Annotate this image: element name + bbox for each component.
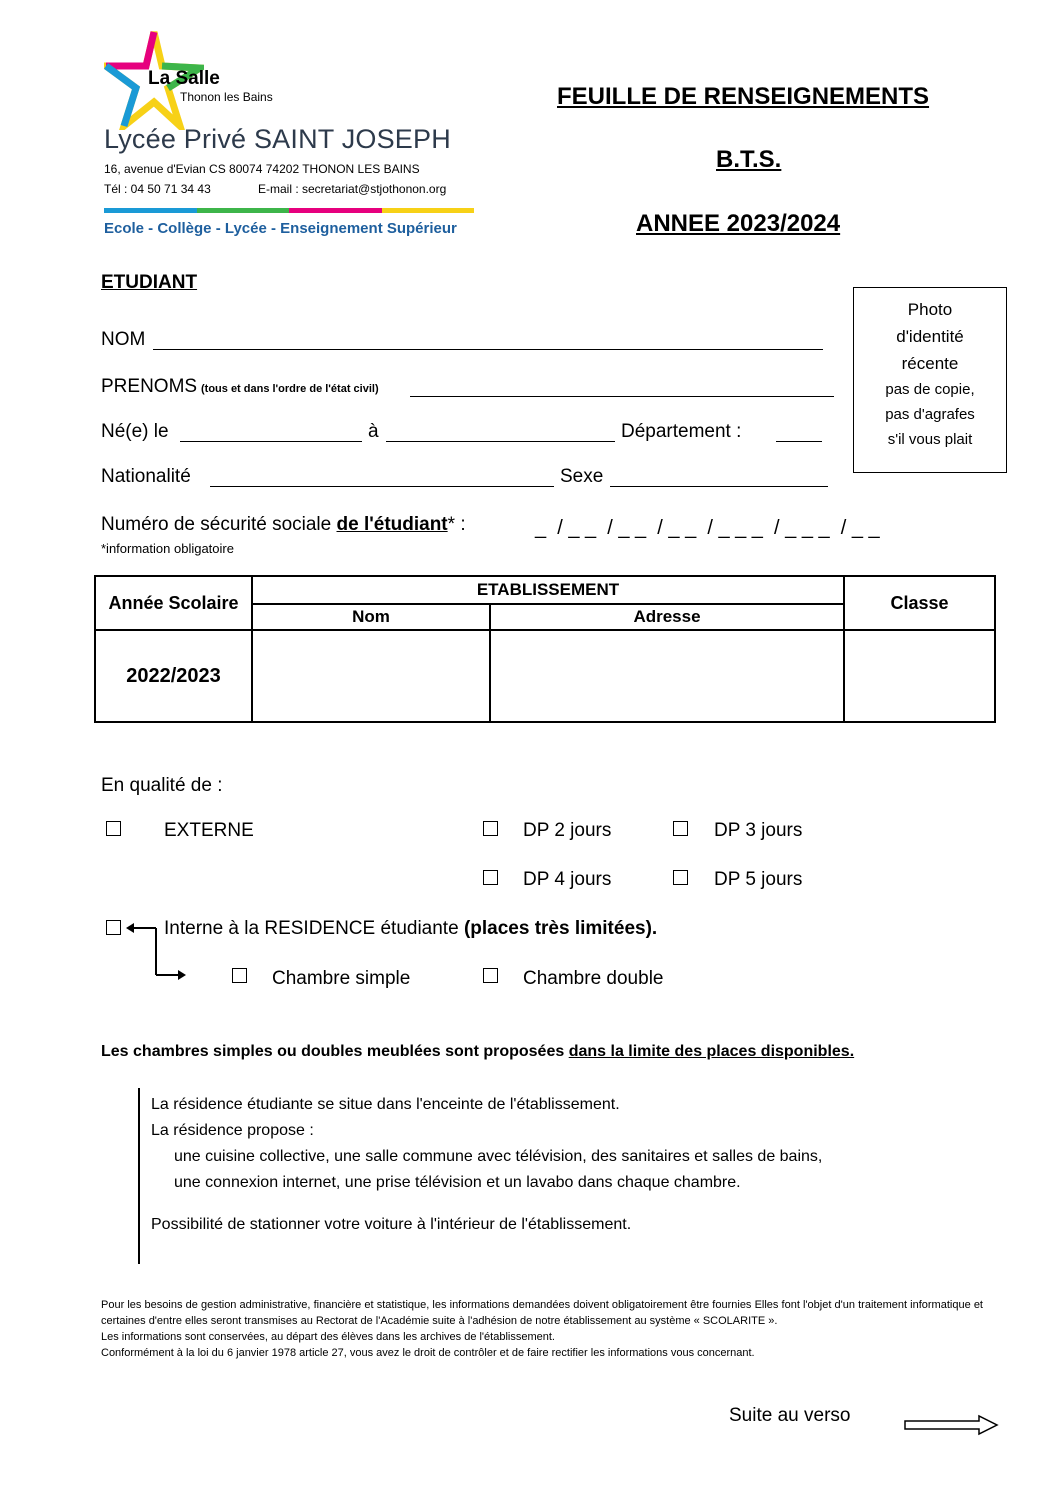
- interne-text: Interne à la RESIDENCE étudiante: [164, 918, 464, 939]
- secu-suffix: * :: [447, 514, 466, 535]
- chambres-notice: [101, 1043, 854, 1061]
- nationalite-field[interactable]: [210, 486, 554, 487]
- dp4-label: DP 4 jours: [523, 869, 612, 890]
- departement-label: Département :: [621, 421, 742, 442]
- prenoms-label: PRENOMS: [101, 376, 198, 397]
- nom-label: NOM: [101, 329, 146, 350]
- row-year: 2022/2023: [95, 630, 252, 722]
- birthdate-label: Né(e) le: [101, 421, 169, 442]
- page-subtitle: B.T.S.: [716, 146, 782, 173]
- departement-field[interactable]: [776, 441, 822, 442]
- photo-line: pas d'agrafes: [885, 406, 975, 423]
- page-year: ANNEE 2023/2024: [636, 210, 841, 237]
- brand-name: La Salle: [148, 68, 220, 89]
- dp4-checkbox[interactable]: [483, 870, 498, 885]
- dp3-checkbox[interactable]: [673, 821, 688, 836]
- legal-paragraph: Les informations sont conservées, au départ des élèves dans les archives de l'établissement.: [101, 1331, 555, 1343]
- row-nom-cell[interactable]: [252, 630, 490, 722]
- school-phone: Tél : 04 50 71 34 43: [104, 182, 211, 196]
- legal-footer: [101, 1297, 983, 1361]
- suite-verso: Suite au verso: [729, 1405, 851, 1426]
- school-name: Lycée Privé SAINT JOSEPH: [104, 124, 451, 154]
- brand-city: Thonon les Bains: [180, 90, 273, 104]
- residence-line: une connexion internet, une prise télévision et un lavabo dans chaque chambre.: [174, 1174, 741, 1191]
- chambre-double-checkbox[interactable]: [483, 968, 498, 983]
- notice-underlined: dans la limite des places disponibles.: [568, 1043, 855, 1060]
- secu-field[interactable]: _ / _ _ / _ _ / _ _ / _ _ _ / _ _ _ / _ _: [535, 517, 880, 539]
- obligatoire-note: *information obligatoire: [101, 541, 234, 556]
- qualite-label: En qualité de :: [101, 775, 223, 796]
- birthplace-label: à: [368, 421, 379, 442]
- nom-header: Nom: [252, 604, 490, 630]
- secu-prefix: Numéro de sécurité sociale: [101, 514, 337, 535]
- photo-line: s'il vous plait: [887, 431, 973, 448]
- externe-checkbox[interactable]: [106, 821, 121, 836]
- birthdate-field[interactable]: [180, 441, 362, 442]
- dp2-label: DP 2 jours: [523, 820, 612, 841]
- photo-line: d'identité: [896, 327, 964, 346]
- dp3-label: DP 3 jours: [714, 820, 803, 841]
- nom-field[interactable]: [153, 349, 823, 350]
- photo-line: Photo: [907, 300, 953, 319]
- secu-label: [101, 514, 466, 536]
- etablissement-table: [94, 575, 996, 723]
- arrow-right-icon: [903, 1414, 999, 1436]
- chambre-simple-label: Chambre simple: [272, 968, 411, 989]
- school-tagline: Ecole - Collège - Lycée - Enseignement Supérieur: [104, 220, 457, 237]
- photo-box[interactable]: [853, 287, 1007, 473]
- residence-line: Possibilité de stationner votre voiture à l'intérieur de l'établissement.: [151, 1216, 632, 1233]
- photo-line: pas de copie,: [885, 381, 975, 398]
- externe-label: EXTERNE: [164, 820, 254, 841]
- interne-label: [164, 918, 657, 940]
- row-classe-cell[interactable]: [844, 630, 995, 722]
- prenoms-field[interactable]: [410, 396, 834, 397]
- dp5-label: DP 5 jours: [714, 869, 803, 890]
- page-title: FEUILLE DE RENSEIGNEMENTS: [557, 83, 930, 110]
- residence-line: La résidence étudiante se situe dans l'enceinte de l'établissement.: [151, 1096, 620, 1113]
- etab-header: ETABLISSEMENT: [252, 576, 844, 604]
- sexe-field[interactable]: [610, 486, 828, 487]
- prenoms-note: (tous et dans l'ordre de l'état civil): [201, 383, 379, 395]
- legal-paragraph: Pour les besoins de gestion administrative, financière et statistique, les informations demandées doivent obligatoirement être fournies Elles font l'objet d'un traitement informatique et certaines d'entre elles seront transmises au Rectorat de l'Académie suite à l'adhésion de notre établissement au système « SCOLARITE ».: [101, 1299, 983, 1327]
- interne-note: (places très limitées).: [463, 918, 658, 939]
- classe-header: Classe: [844, 576, 995, 630]
- legal-paragraph: Conformément à la loi du 6 janvier 1978 article 27, vous avez le droit de contrôler et de faire rectifier les informations vous concernant.: [101, 1347, 755, 1359]
- residence-line: La résidence propose :: [151, 1122, 314, 1139]
- chambre-double-label: Chambre double: [523, 968, 664, 989]
- color-bar: [104, 208, 474, 213]
- chambre-simple-checkbox[interactable]: [232, 968, 247, 983]
- nationalite-label: Nationalité: [101, 466, 191, 487]
- interne-checkbox[interactable]: [106, 920, 121, 935]
- secu-bold: de l'étudiant: [336, 514, 448, 535]
- notice-prefix: Les chambres simples ou doubles meublées sont proposées: [101, 1043, 569, 1060]
- row-adresse-cell[interactable]: [490, 630, 844, 722]
- school-address: 16, avenue d'Evian CS 80074 74202 THONON LES BAINS: [104, 162, 420, 176]
- section-etudiant: ETUDIANT: [101, 272, 198, 293]
- dp2-checkbox[interactable]: [483, 821, 498, 836]
- birthplace-field[interactable]: [386, 441, 615, 442]
- residence-bar: [138, 1088, 140, 1264]
- photo-line: récente: [901, 354, 959, 373]
- annee-header: Année Scolaire: [95, 576, 252, 630]
- dp5-checkbox[interactable]: [673, 870, 688, 885]
- school-email: E-mail : secretariat@stjothonon.org: [258, 182, 447, 196]
- adresse-header: Adresse: [490, 604, 844, 630]
- residence-line: une cuisine collective, une salle commune avec télévision, des sanitaires et salles de bains,: [174, 1148, 823, 1165]
- sexe-label: Sexe: [560, 466, 604, 487]
